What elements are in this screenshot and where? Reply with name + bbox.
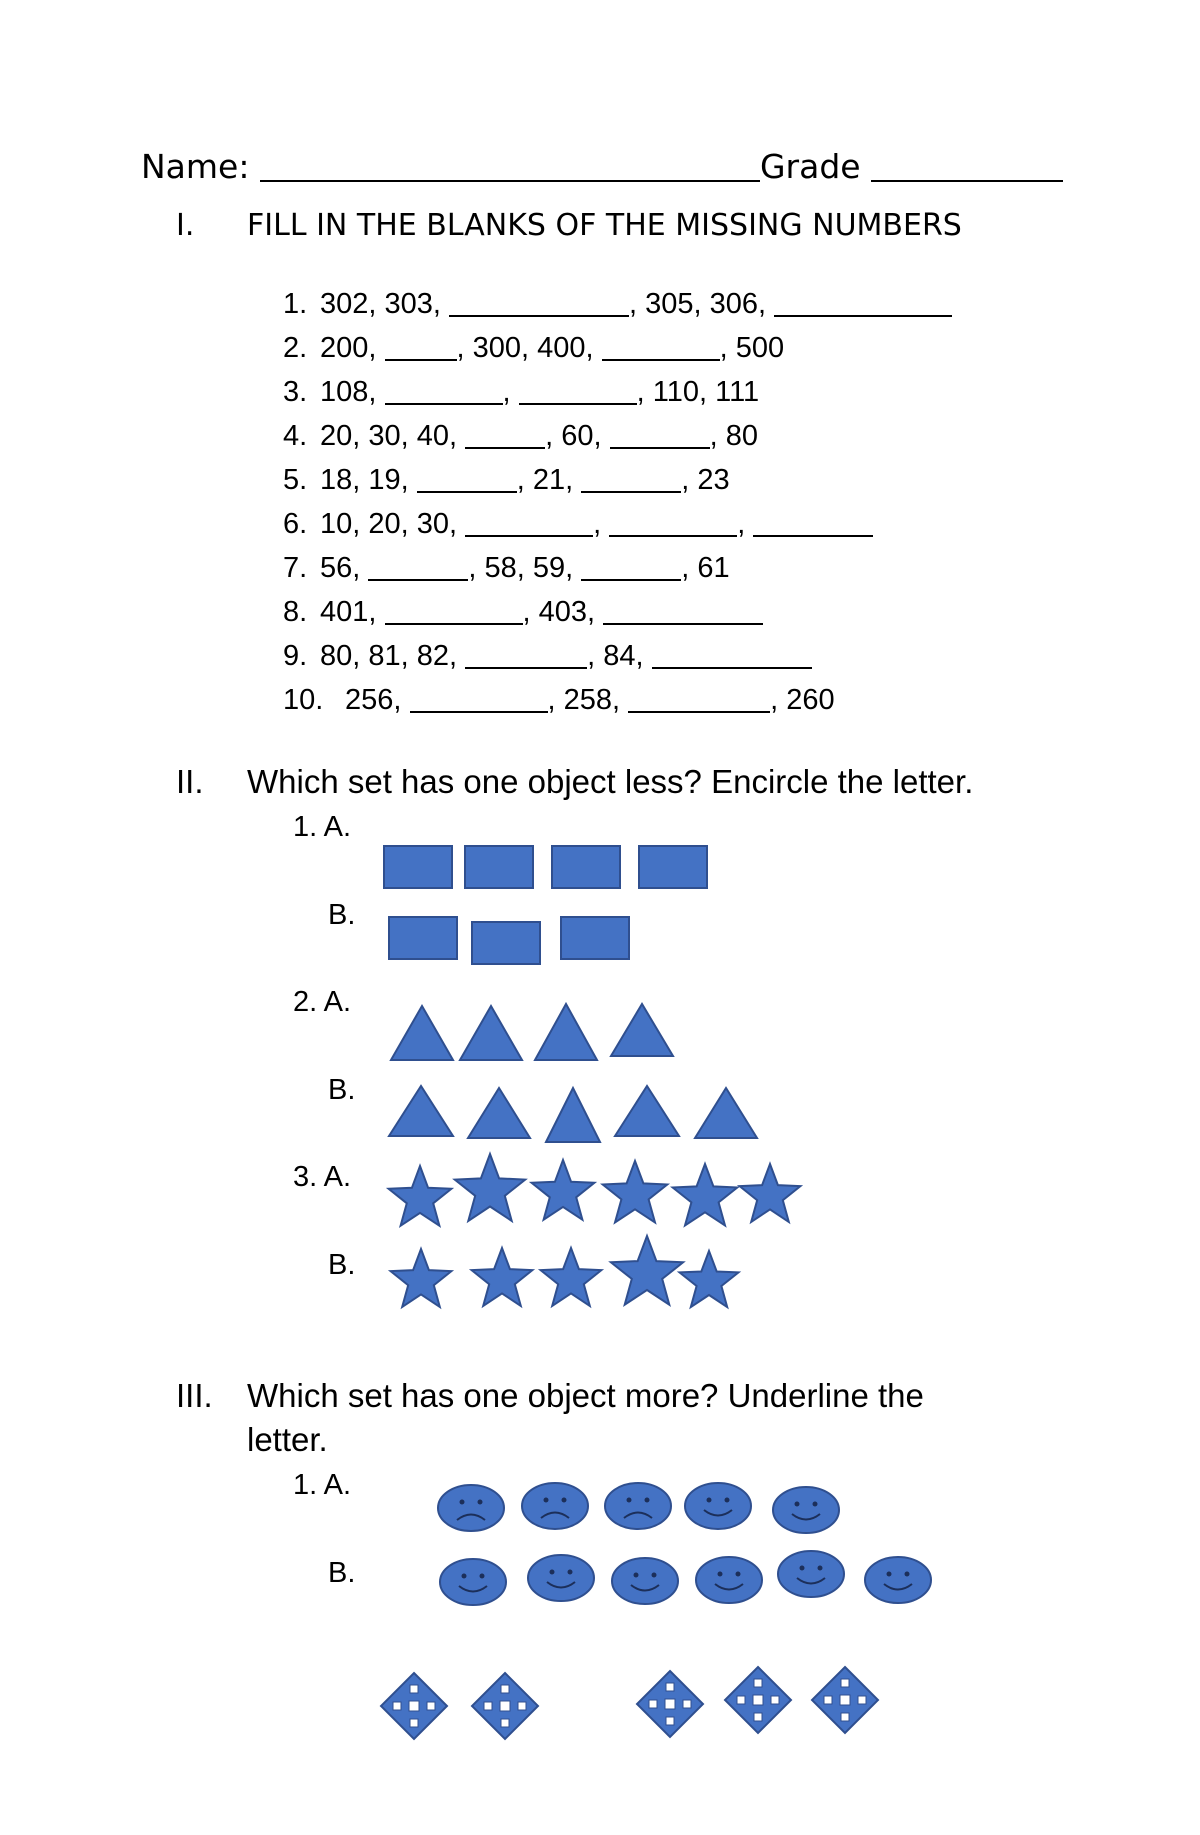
triangle-shape (535, 1004, 597, 1060)
fill-item-number: 1. (283, 288, 308, 320)
smiley-face-shape (773, 1487, 839, 1533)
fill-item-text: 200, (320, 332, 385, 364)
fill-item-text: , (737, 508, 754, 540)
s3-q1a-faces (438, 1483, 839, 1533)
rectangle-shape (389, 917, 457, 959)
fill-item-number: 7. (283, 552, 308, 584)
four-arrow-diamond-shape (381, 1673, 447, 1739)
smiley-face-shape (696, 1557, 762, 1603)
rectangle-shape (552, 846, 620, 888)
sad-face-shape (605, 1483, 671, 1529)
smiley-face-shape (778, 1551, 844, 1597)
fill-item-text: , 58, 59, (468, 552, 582, 584)
section2-numeral: II. (176, 763, 204, 800)
fill-item-text: 401, (320, 596, 385, 628)
fill-item-text: , 300, 400, (456, 332, 602, 364)
star-shape (673, 1164, 738, 1226)
s2-q2b-label: B. (328, 1074, 356, 1106)
s2-q2a-label: 2. A. (293, 986, 352, 1018)
four-arrow-diamond-shape (812, 1667, 878, 1733)
s2-q1b-label: B. (328, 899, 356, 931)
triangle-shape (611, 1004, 673, 1056)
rectangle-shape (639, 846, 707, 888)
four-arrow-diamond-shape (472, 1673, 538, 1739)
star-shape (472, 1248, 533, 1306)
s3-q2a-diamonds (381, 1673, 538, 1739)
smiley-face-shape (440, 1559, 506, 1605)
s2-q1b-rectangles (389, 917, 629, 964)
rectangle-shape (384, 846, 452, 888)
s2-q1a-label: 1. A. (293, 811, 352, 843)
star-shape (611, 1236, 683, 1305)
star-shape (455, 1154, 525, 1221)
section1-title: FILL IN THE BLANKS OF THE MISSING NUMBERS (247, 208, 962, 243)
star-shape (391, 1249, 452, 1307)
sad-face-shape (522, 1483, 588, 1529)
section3-numeral: III. (176, 1377, 213, 1414)
star-shape (680, 1251, 739, 1307)
s2-q3b-label: B. (328, 1249, 356, 1281)
sad-face-shape (438, 1485, 504, 1531)
triangle-shape (391, 1006, 453, 1060)
s3-q2b-diamonds (637, 1667, 878, 1737)
rectangle-shape (472, 922, 540, 964)
star-shape (603, 1161, 668, 1223)
s3-q1a-label: 1. A. (293, 1469, 352, 1501)
fill-item-text: , 23 (681, 464, 730, 496)
four-arrow-diamond-shape (725, 1667, 791, 1733)
fill-item-text: , 80 (709, 420, 758, 452)
fill-item-text: , 500 (719, 332, 785, 364)
fill-item-text: 10, 20, 30, (320, 508, 466, 540)
smiley-face-shape (528, 1555, 594, 1601)
grade-label: Grade (759, 147, 872, 186)
fill-item-text: 256, (345, 684, 410, 716)
fill-item-text: 80, 81, 82, (320, 640, 466, 672)
fill-item-text: , (593, 508, 610, 540)
triangle-shape (615, 1086, 679, 1136)
fill-item-number: 5. (283, 464, 308, 496)
s2-q3a-stars (389, 1154, 801, 1226)
fill-item-text: , (502, 376, 519, 408)
fill-item-text: , 110, 111 (636, 376, 760, 408)
four-arrow-diamond-shape (637, 1671, 703, 1737)
fill-item-number: 8. (283, 596, 308, 628)
s2-q3a-label: 3. A. (293, 1161, 352, 1193)
fill-item-number: 4. (283, 420, 308, 452)
triangle-shape (546, 1088, 600, 1142)
fill-item-number: 10. (283, 684, 324, 716)
star-shape (389, 1166, 452, 1226)
fill-item-text: , 403, (522, 596, 604, 628)
fill-item-number: 2. (283, 332, 308, 364)
fill-item-text: , 21, (516, 464, 582, 496)
fill-item-text: , 258, (547, 684, 629, 716)
section3-title-line1: Which set has one object more? Underline the (247, 1377, 924, 1414)
s2-q2a-triangles (391, 1004, 673, 1060)
triangle-shape (468, 1088, 530, 1138)
section3-title-line2: letter. (247, 1421, 328, 1458)
section1-numeral: I. (176, 208, 195, 243)
fill-item-text: , 60, (545, 420, 610, 452)
rectangle-shape (465, 846, 533, 888)
rectangle-shape (561, 917, 629, 959)
fill-item-number: 3. (283, 376, 308, 408)
section2-title: Which set has one object less? Encircle the letter. (247, 763, 974, 800)
star-shape (541, 1248, 602, 1306)
smiley-face-shape (865, 1557, 931, 1603)
fill-item-number: 9. (283, 640, 308, 672)
s2-q1a-rectangles (384, 846, 707, 888)
fill-item-text: 20, 30, 40, (320, 420, 466, 452)
smiley-face-shape (685, 1483, 751, 1529)
fill-item-text: , 260 (770, 684, 835, 716)
fill-item-text: , 305, 306, (629, 288, 775, 320)
fill-item-text: 302, 303, (320, 288, 449, 320)
triangle-shape (695, 1088, 757, 1138)
name-label: Name: (141, 147, 260, 186)
fill-item-text: 108, (320, 376, 385, 408)
star-shape (740, 1164, 801, 1222)
triangle-shape (389, 1086, 453, 1136)
s2-q2b-triangles (389, 1086, 757, 1142)
s3-q1b-label: B. (328, 1557, 356, 1589)
fill-item-text: , 84, (587, 640, 652, 672)
s2-q3b-stars (391, 1236, 739, 1307)
s3-q1b-faces (440, 1551, 931, 1605)
triangle-shape (460, 1006, 522, 1060)
fill-item-text: 56, (320, 552, 369, 584)
fill-item-text: 18, 19, (320, 464, 417, 496)
fill-item-text: , 61 (681, 552, 730, 584)
smiley-face-shape (612, 1558, 678, 1604)
fill-item-number: 6. (283, 508, 308, 540)
star-shape (532, 1160, 595, 1220)
